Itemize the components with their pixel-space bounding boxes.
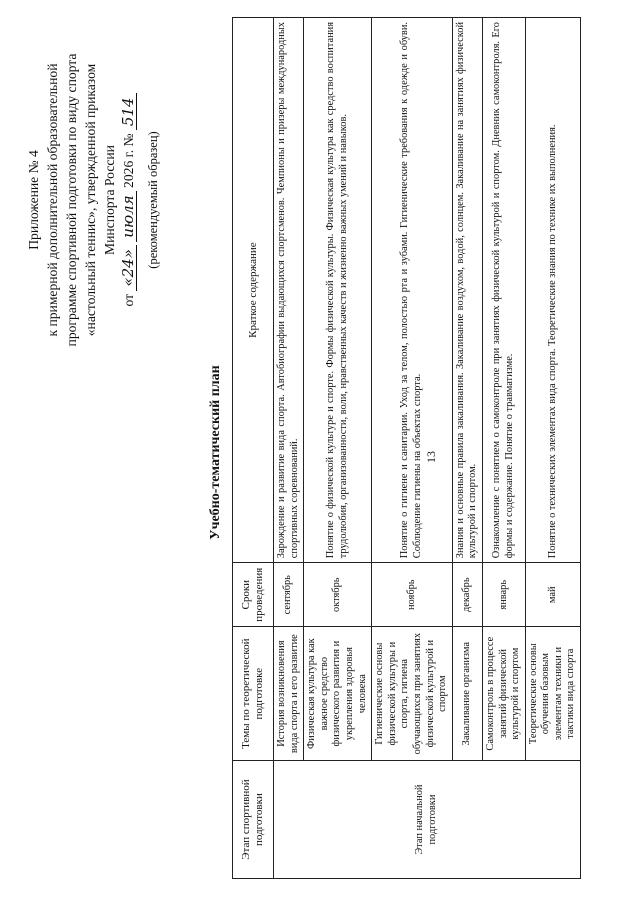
- content-cell: Зарождение и развитие вида спорта. Автобиографии выдающихся спортсменов. Чемпионы и призеры международных спортивных соревнований.: [274, 18, 304, 563]
- table-header-row: [233, 18, 274, 879]
- table-row: [525, 18, 580, 879]
- table-row: [372, 18, 453, 879]
- theme-cell: Физическая культура как важное средство физического развития и укрепления здоровья человека: [304, 627, 372, 761]
- header-theme: Темы по теоретической подготовке: [233, 627, 274, 761]
- table-row: [452, 18, 482, 879]
- table-row: [304, 18, 372, 879]
- period-cell: январь: [482, 563, 525, 627]
- appendix-line: «настольный теннис», утвержденной приказом: [83, 63, 98, 337]
- theme-cell: Закаливание организма: [452, 627, 482, 761]
- appendix-header: [24, 15, 163, 385]
- date-year: 2026 г. №: [121, 133, 136, 188]
- date-day: «24»: [120, 245, 137, 290]
- theme-cell: Теоретические основы обучения базовым элементам техники и тактики вида спорта: [525, 627, 580, 761]
- date-prefix: от: [121, 293, 136, 307]
- content-cell: Ознакомление с понятием о самоконтроле при занятиях физической культурой и спортом. Дневник самоконтроля. Его формы и содержание. Понятие о травматизме.: [482, 18, 525, 563]
- theme-cell: История возникновения вида спорта и его развитие: [274, 627, 304, 761]
- order-number: 514: [120, 93, 137, 130]
- theme-cell: Гигиенические основы физической культуры и спорта, гигиена обучающихся при занятиях физической культурой и спортом: [372, 627, 453, 761]
- period-cell: сентябрь: [274, 563, 304, 627]
- plan-table: [232, 17, 581, 879]
- header-stage: Этап спортивной подготовки: [233, 761, 274, 879]
- order-date-line: [119, 15, 138, 385]
- content-cell: Понятие о технических элементах вида спорта. Теоретические знания по технике их выполнения.: [525, 18, 580, 563]
- recommended-note: (рекомендуемый образец): [146, 131, 160, 269]
- appendix-line: программе спортивной подготовки по виду спорта: [64, 53, 79, 347]
- content-cell: Понятие о гигиене и санитарии. Уход за телом, полостью рта и зубами. Гигиенические требования к одежде и обуви. Соблюдение гигиены на объектах спорта.: [372, 18, 453, 563]
- appendix-line: Минспорта России: [102, 145, 117, 255]
- stage-cell: Этап начальной подготовки: [274, 761, 581, 879]
- period-cell: ноябрь: [372, 563, 453, 627]
- period-cell: октябрь: [304, 563, 372, 627]
- content-cell: Знания и основные правила закаливания. Закаливание воздухом, водой, солнцем. Закаливание на занятиях физической культурой и спортом.: [452, 18, 482, 563]
- header-period: Сроки проведения: [233, 563, 274, 627]
- header-content: Краткое содержание: [233, 18, 274, 563]
- plan-title: Учебно-тематический план: [208, 365, 223, 540]
- table-row: [274, 18, 304, 879]
- theme-cell: Самоконтроль в процессе занятий физической культурой и спортом: [482, 627, 525, 761]
- date-month: июля: [120, 191, 137, 241]
- period-cell: декабрь: [452, 563, 482, 627]
- page-number: 13: [424, 451, 438, 463]
- period-cell: май: [525, 563, 580, 627]
- appendix-line: к примерной дополнительной образовательной: [45, 63, 60, 337]
- table-row: [482, 18, 525, 879]
- appendix-heading: Приложение № 4: [26, 150, 41, 250]
- content-cell: Понятие о физической культуре и спорте. Формы физической культуры. Физическая культура как средство воспитания трудолюбия, организованности, воли, нравственных качеств и жизненно важных умений и навыков.: [304, 18, 372, 563]
